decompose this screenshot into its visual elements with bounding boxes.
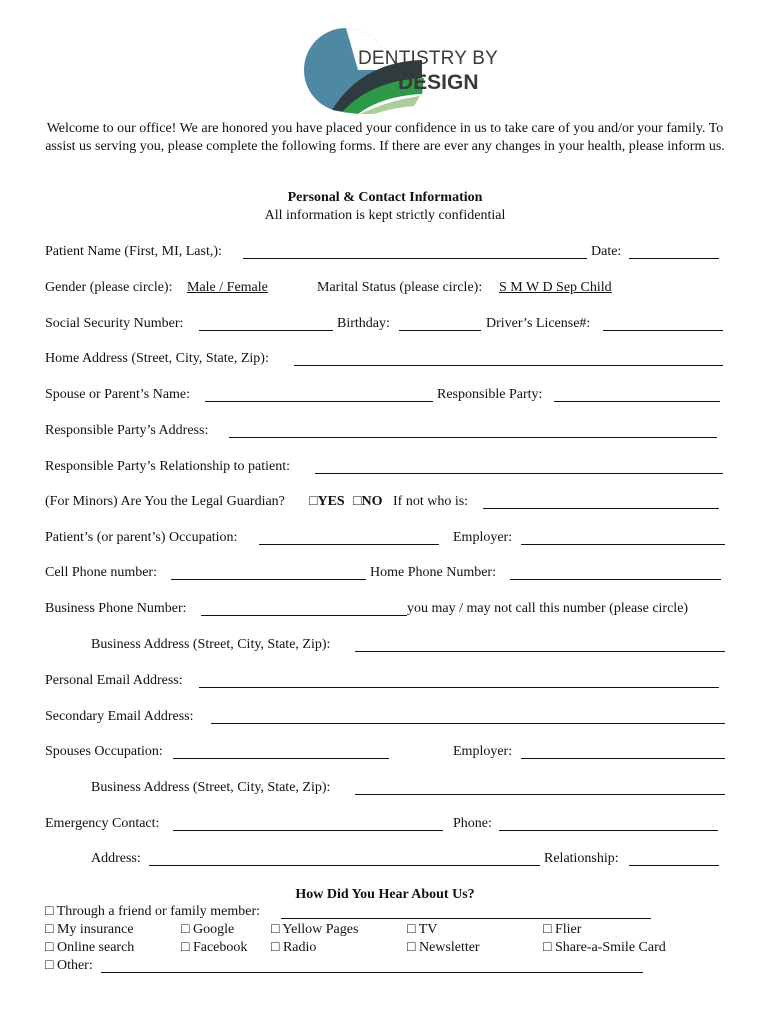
spouse-occupation-row <box>45 744 727 762</box>
home-address-row <box>45 351 727 369</box>
home-phone-field[interactable] <box>510 579 721 580</box>
marital-options[interactable]: S M W D Sep Child <box>499 280 612 295</box>
secondary-email-field[interactable] <box>211 723 725 724</box>
flier-checkbox[interactable]: □ Flier <box>543 922 582 937</box>
share-a-smile-checkbox[interactable]: □ Share-a-Smile Card <box>543 940 666 955</box>
hear-row-4 <box>45 958 727 976</box>
secondary-email-row <box>45 709 727 727</box>
birthday-label: Birthday: <box>337 316 390 331</box>
birthday-field[interactable] <box>399 330 481 331</box>
occupation-label: Patient’s (or parent’s) Occupation: <box>45 530 238 545</box>
business-address2-label: Business Address (Street, City, State, Zip): <box>91 780 331 795</box>
emergency-address-field[interactable] <box>149 865 540 866</box>
tv-checkbox[interactable]: □ TV <box>407 922 438 937</box>
emergency-address-row <box>45 851 727 869</box>
employer-field[interactable] <box>521 544 725 545</box>
emergency-phone-field[interactable] <box>499 830 718 831</box>
personal-email-row <box>45 673 727 691</box>
rp-relationship-label: Responsible Party’s Relationship to patient: <box>45 459 290 474</box>
relationship-label: Relationship: <box>544 851 619 866</box>
spouse-occupation-field[interactable] <box>173 758 389 759</box>
rp-relationship-row <box>45 459 727 477</box>
ssn-field[interactable] <box>199 330 333 331</box>
home-address-field[interactable] <box>294 365 723 366</box>
my-insurance-checkbox[interactable]: □ My insurance <box>45 922 134 937</box>
friend-checkbox[interactable]: □ Through a friend or family member: <box>45 904 261 919</box>
personal-email-field[interactable] <box>199 687 719 688</box>
occupation-row <box>45 530 727 548</box>
relationship-field[interactable] <box>629 865 719 866</box>
employer-label: Employer: <box>453 530 513 545</box>
license-field[interactable] <box>603 330 723 331</box>
business-address-label: Business Address (Street, City, State, Zip): <box>91 637 331 652</box>
personal-email-label: Personal Email Address: <box>45 673 183 688</box>
responsible-party-label: Responsible Party: <box>437 387 543 402</box>
employer2-field[interactable] <box>521 758 725 759</box>
spouse-occupation-label: Spouses Occupation: <box>45 744 163 759</box>
hear-row-3 <box>45 940 727 958</box>
business-phone-label: Business Phone Number: <box>45 601 187 616</box>
logo-text-line1: DENTISTRY BY <box>358 48 499 69</box>
yellow-pages-checkbox[interactable]: □ Yellow Pages <box>271 922 359 937</box>
no-checkbox[interactable]: □NO <box>353 494 383 509</box>
cell-phone-label: Cell Phone number: <box>45 565 157 580</box>
hear-row-1 <box>45 904 727 922</box>
hear-about-title: How Did You Hear About Us? <box>295 887 475 902</box>
phone-row <box>45 565 727 583</box>
secondary-email-label: Secondary Email Address: <box>45 709 194 724</box>
gender-marital-row <box>45 280 727 298</box>
emergency-contact-field[interactable] <box>173 830 443 831</box>
spouse-name-label: Spouse or Parent’s Name: <box>45 387 191 402</box>
hear-row-2 <box>45 922 727 940</box>
radio-checkbox[interactable]: □ Radio <box>271 940 317 955</box>
guardian-field[interactable] <box>483 508 719 509</box>
business-phone-row <box>45 601 727 619</box>
business-address-field[interactable] <box>355 651 725 652</box>
date-label: Date: <box>591 244 622 259</box>
responsible-party-field[interactable] <box>554 401 720 402</box>
patient-name-row <box>45 244 727 262</box>
online-search-checkbox[interactable]: □ Online search <box>45 940 135 955</box>
logo-text-line2: DESIGN <box>398 71 479 94</box>
call-permission-note[interactable]: you may / may not call this number (please circle) <box>407 601 689 616</box>
business-phone-field[interactable] <box>201 615 407 616</box>
cell-phone-field[interactable] <box>171 579 366 580</box>
google-checkbox[interactable]: □ Google <box>181 922 235 937</box>
section-subtitle: All information is kept strictly confidential <box>264 208 506 223</box>
welcome-paragraph: Welcome to our office! We are honored you have placed your confidence in us to take care of you and/or your family. To assist us serving you, please complete the following forms. If there are ever any changes in your health, please inform us. <box>45 121 725 154</box>
home-phone-label: Home Phone Number: <box>370 565 496 580</box>
ssn-row <box>45 316 727 334</box>
address-label: Address: <box>91 851 141 866</box>
rp-address-label: Responsible Party’s Address: <box>45 423 209 438</box>
facebook-checkbox[interactable]: □ Facebook <box>181 940 248 955</box>
patient-name-field[interactable] <box>243 258 587 259</box>
if-not-label: If not who is: <box>393 494 469 509</box>
occupation-field[interactable] <box>259 544 439 545</box>
rp-relationship-field[interactable] <box>315 473 723 474</box>
emergency-row <box>45 816 727 834</box>
other-field[interactable] <box>101 972 643 973</box>
section-title: Personal & Contact Information <box>287 190 483 205</box>
spouse-name-field[interactable] <box>205 401 433 402</box>
gender-options[interactable]: Male / Female <box>187 280 268 295</box>
business-address2-row <box>45 780 727 798</box>
spouse-row <box>45 387 727 405</box>
guardian-row <box>45 494 727 512</box>
business-address-row <box>45 637 727 655</box>
employer2-label: Employer: <box>453 744 513 759</box>
dentistry-by-design-logo <box>302 22 472 118</box>
date-field[interactable] <box>629 258 719 259</box>
rp-address-field[interactable] <box>229 437 717 438</box>
guardian-question: (For Minors) Are You the Legal Guardian? <box>45 494 285 509</box>
phone-label: Phone: <box>453 816 492 831</box>
marital-label: Marital Status (please circle): <box>317 280 483 295</box>
friend-field[interactable] <box>281 918 651 919</box>
newsletter-checkbox[interactable]: □ Newsletter <box>407 940 480 955</box>
business-address2-field[interactable] <box>355 794 725 795</box>
gender-label: Gender (please circle): <box>45 280 173 295</box>
ssn-label: Social Security Number: <box>45 316 184 331</box>
yes-checkbox[interactable]: □YES <box>309 494 345 509</box>
rp-address-row <box>45 423 727 441</box>
license-label: Driver’s License#: <box>486 316 591 331</box>
home-address-label: Home Address (Street, City, State, Zip): <box>45 351 269 366</box>
patient-name-label: Patient Name (First, MI, Last,): <box>45 244 222 259</box>
emergency-contact-label: Emergency Contact: <box>45 816 160 831</box>
other-checkbox[interactable]: □ Other: <box>45 958 93 973</box>
